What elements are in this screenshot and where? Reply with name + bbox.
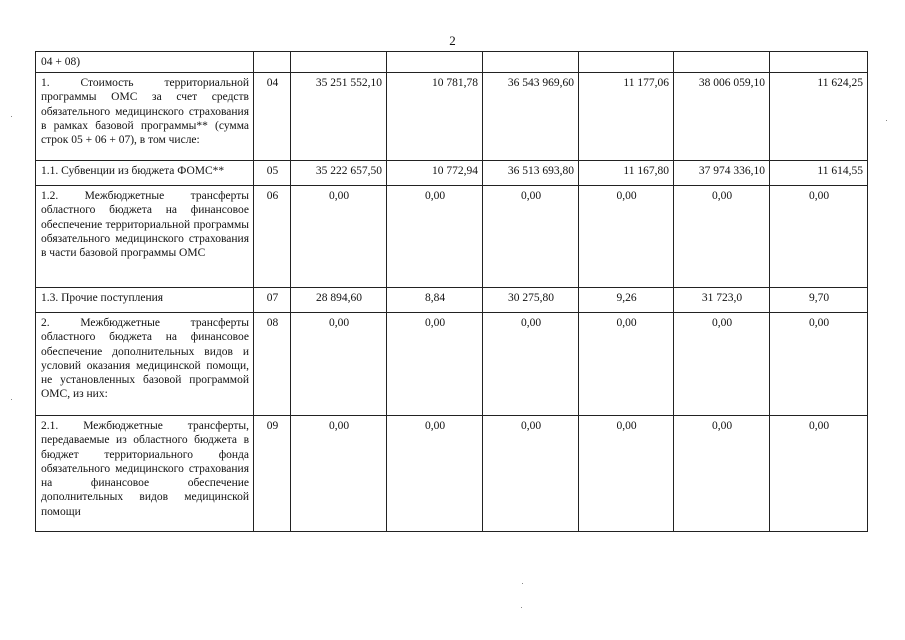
scan-speck: [522, 583, 523, 584]
value-cell: 0,00: [770, 416, 868, 532]
value-cell: 30 275,80: [483, 288, 579, 313]
row-label: 1.3. Прочие поступления: [36, 288, 254, 313]
value-cell: 0,00: [674, 313, 770, 416]
value-cell: 0,00: [579, 313, 674, 416]
scan-speck: [886, 120, 887, 121]
value-cell: 0,00: [674, 416, 770, 532]
value-cell: 11 167,80: [579, 161, 674, 186]
table-row: [36, 73, 868, 161]
row-code: 06: [254, 186, 291, 288]
scan-speck: [521, 607, 522, 608]
page-number: 2: [449, 33, 456, 48]
value-cell: 0,00: [770, 186, 868, 288]
value-cell: 0,00: [483, 416, 579, 532]
row-label: 2.1. Межбюджетные трансферты, передаваемые из областного бюджета в бюджет территориального фонда обязательного медицинского страхования на финансовое обеспечение дополнительных видов медицинской помощи: [36, 416, 254, 532]
scan-speck: [11, 399, 12, 400]
scan-speck: [11, 116, 12, 117]
value-cell: 11 624,25: [770, 73, 868, 161]
budget-table: [35, 51, 868, 532]
table-row: [36, 161, 868, 186]
value-cell: 38 006 059,10: [674, 73, 770, 161]
row-code: 09: [254, 416, 291, 532]
row-code: 04: [254, 73, 291, 161]
value-cell: 28 894,60: [291, 288, 387, 313]
table-row: [36, 186, 868, 288]
value-cell: 0,00: [387, 416, 483, 532]
value-cell: 0,00: [770, 313, 868, 416]
row-label: 1.2. Межбюджетные трансферты областного бюджета на финансовое обеспечение территориальной программы обязательного медицинского страхования в части базовой программы ОМС: [36, 186, 254, 288]
value-cell: 0,00: [579, 416, 674, 532]
value-cell: 10 781,78: [387, 73, 483, 161]
value-cell: [291, 52, 387, 73]
value-cell: 0,00: [579, 186, 674, 288]
value-cell: 0,00: [291, 313, 387, 416]
value-cell: 0,00: [387, 186, 483, 288]
row-label: 1.1. Субвенции из бюджета ФОМС**: [36, 161, 254, 186]
value-cell: 0,00: [291, 186, 387, 288]
table-row: [36, 288, 868, 313]
value-cell: [387, 52, 483, 73]
value-cell: [579, 52, 674, 73]
value-cell: 11 177,06: [579, 73, 674, 161]
value-cell: 31 723,0: [674, 288, 770, 313]
value-cell: 36 543 969,60: [483, 73, 579, 161]
value-cell: 9,26: [579, 288, 674, 313]
value-cell: [674, 52, 770, 73]
value-cell: 10 772,94: [387, 161, 483, 186]
table-row: [36, 313, 868, 416]
row-label: 04 + 08): [36, 52, 254, 73]
row-label: 1. Стоимость территориальной программы ОМС за счет средств обязательного медицинского страхования в рамках базовой программы** (сумма строк 05 + 06 + 07), в том числе:: [36, 73, 254, 161]
value-cell: 9,70: [770, 288, 868, 313]
row-code: [254, 52, 291, 73]
row-code: 07: [254, 288, 291, 313]
value-cell: 0,00: [483, 313, 579, 416]
value-cell: 0,00: [674, 186, 770, 288]
value-cell: 35 251 552,10: [291, 73, 387, 161]
table-row: [36, 416, 868, 532]
value-cell: 36 513 693,80: [483, 161, 579, 186]
value-cell: 8,84: [387, 288, 483, 313]
row-code: 08: [254, 313, 291, 416]
table-row: [36, 52, 868, 73]
value-cell: 0,00: [291, 416, 387, 532]
row-code: 05: [254, 161, 291, 186]
value-cell: [483, 52, 579, 73]
value-cell: 0,00: [387, 313, 483, 416]
value-cell: 35 222 657,50: [291, 161, 387, 186]
value-cell: [770, 52, 868, 73]
value-cell: 0,00: [483, 186, 579, 288]
value-cell: 11 614,55: [770, 161, 868, 186]
value-cell: 37 974 336,10: [674, 161, 770, 186]
row-label: 2. Межбюджетные трансферты областного бюджета на финансовое обеспечение дополнительных видов и условий оказания медицинской помощи, не установленных базовой программой ОМС, из них:: [36, 313, 254, 416]
